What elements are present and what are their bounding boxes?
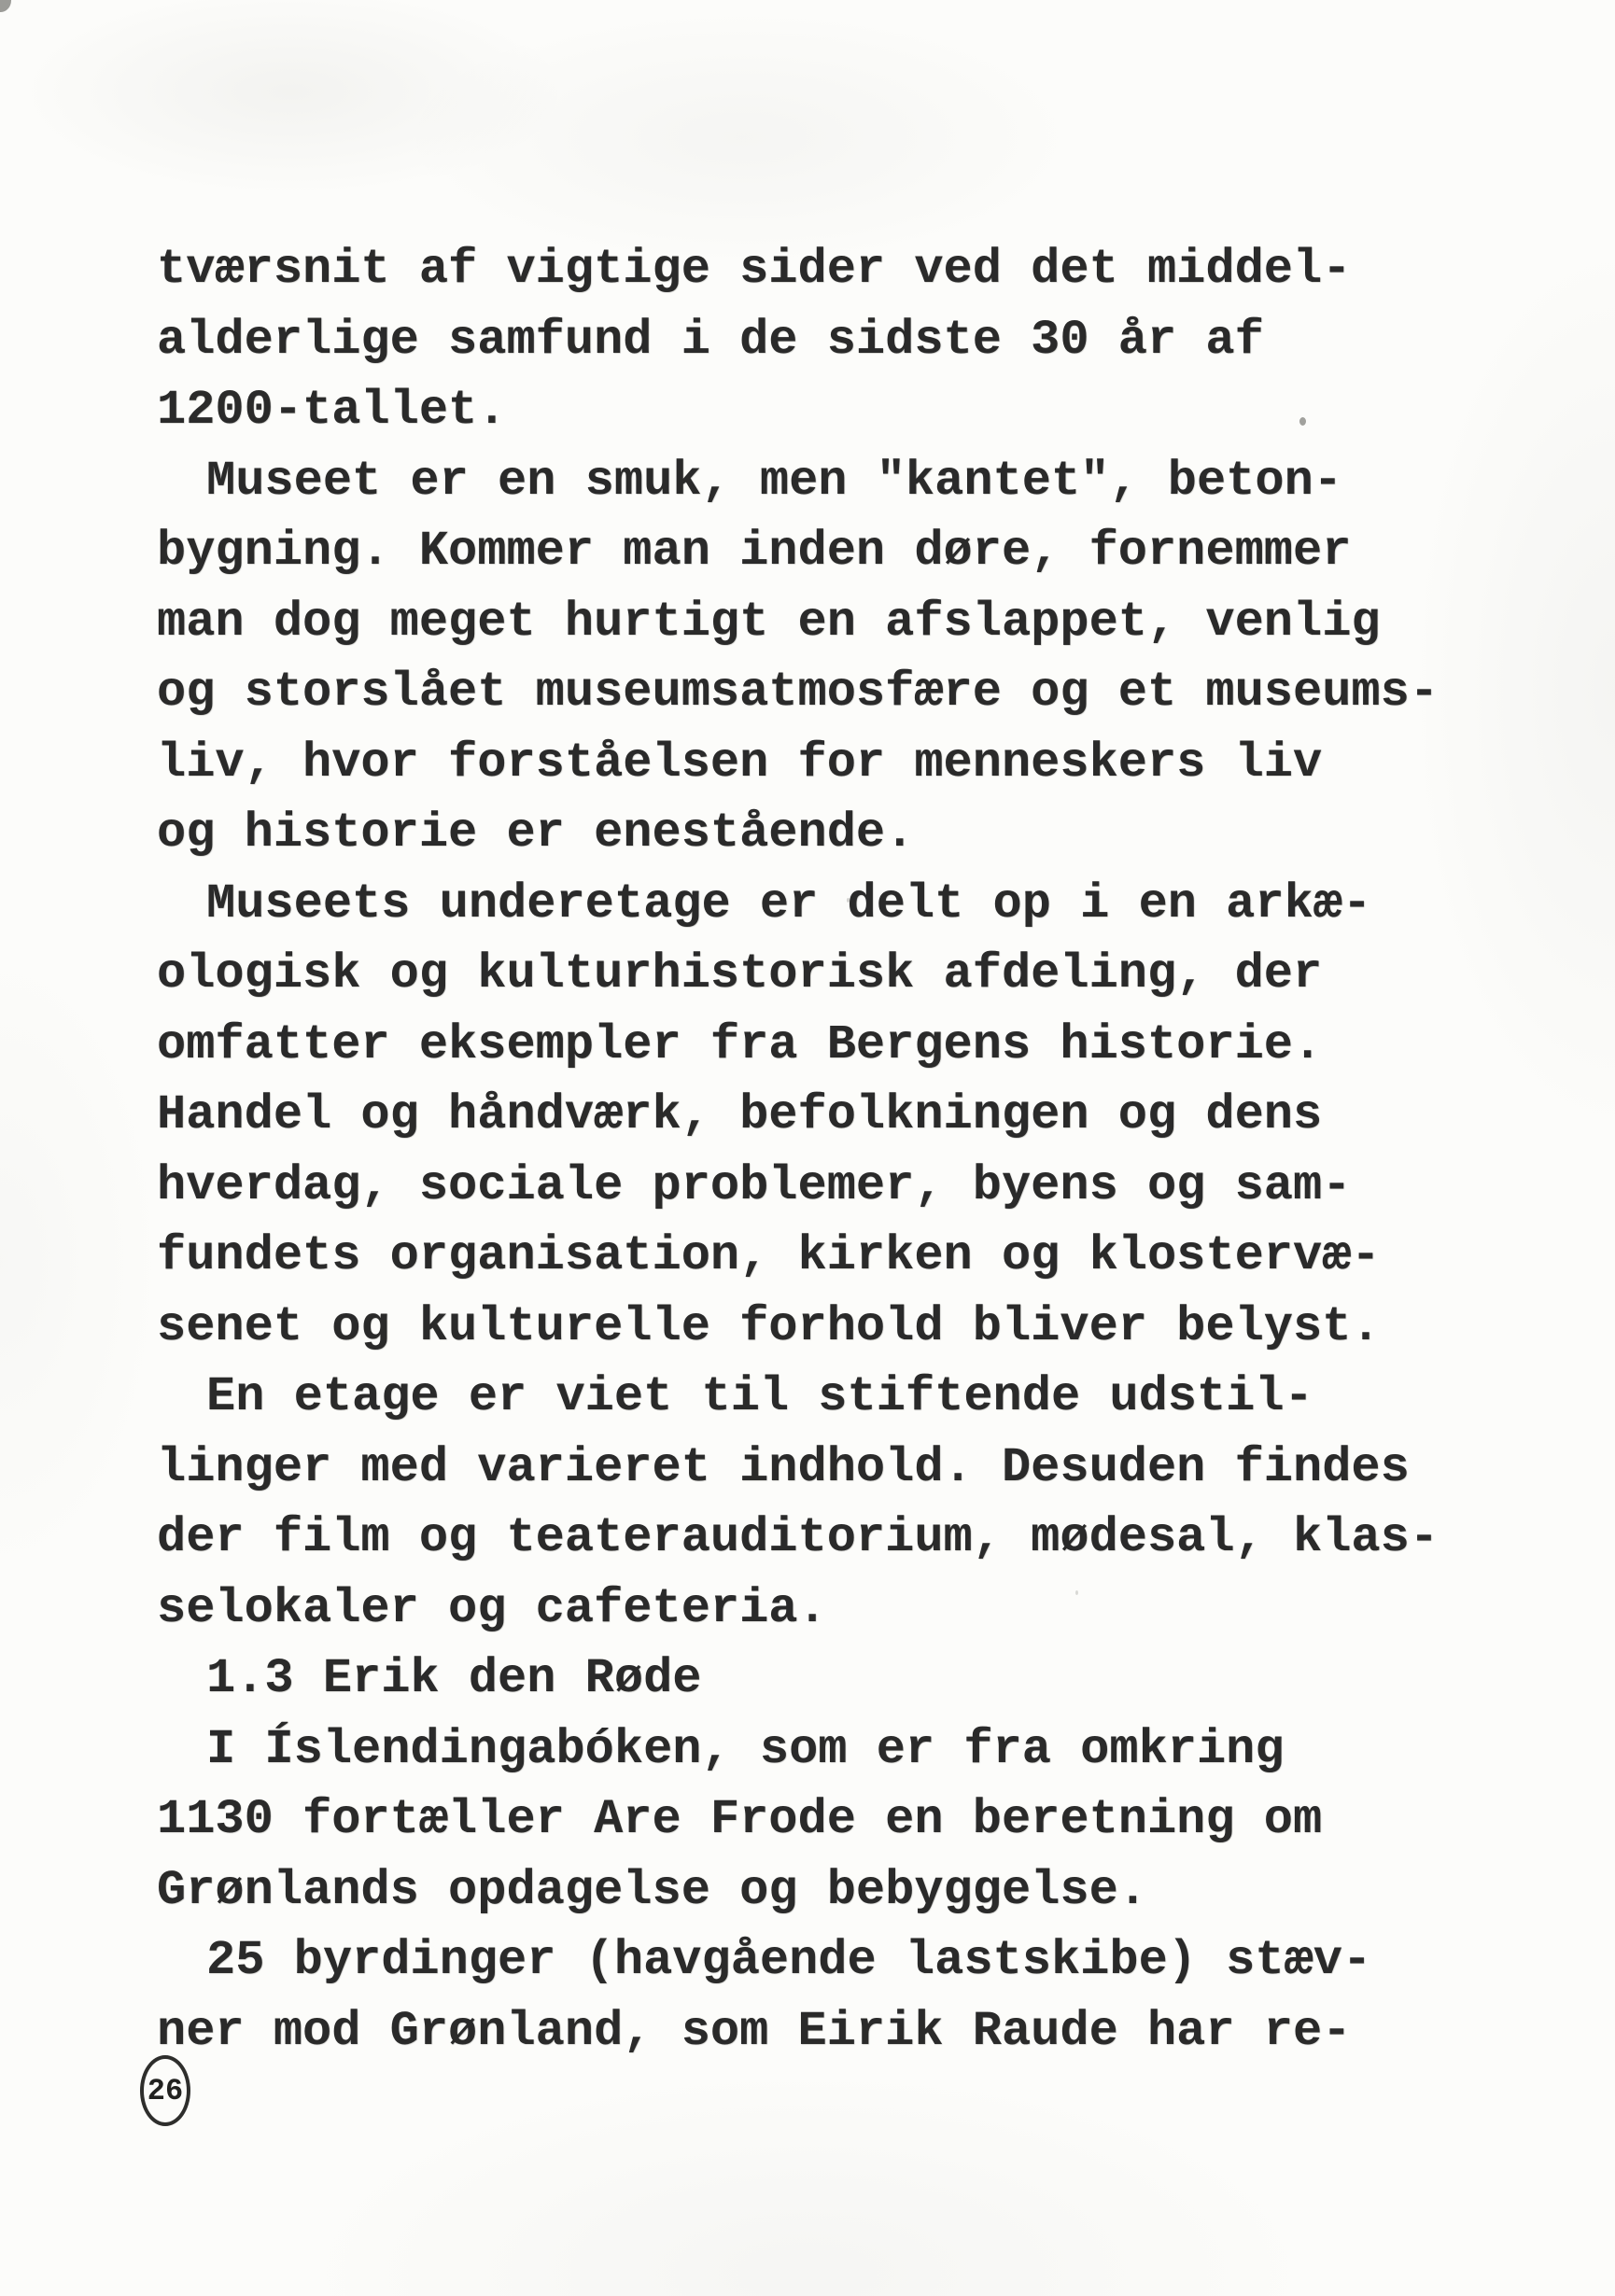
text-line: omfatter eksempler fra Bergens historie.	[157, 1016, 1323, 1072]
text-line: tværsnit af vigtige sider ved det middel-	[157, 242, 1352, 297]
text-line: 1130 fortæller Are Frode en beretning om	[157, 1792, 1323, 1847]
page-number: 26	[147, 2073, 184, 2108]
text-line: 25 byrdinger (havgående lastskibe) stæv-	[206, 1933, 1372, 1988]
typewritten-text-block	[157, 234, 1520, 2066]
text-line: 1200-tallet.	[157, 383, 507, 438]
text-line: ologisk og kulturhistorisk afdeling, der	[157, 946, 1323, 1001]
text-line: Grønlands opdagelse og bebyggelse.	[157, 1862, 1147, 1918]
text-line: En etage er viet til stiftende udstil-	[206, 1369, 1313, 1424]
text-line: liv, hvor forståelsen for menneskers liv	[157, 735, 1323, 791]
scan-corner-artifact	[0, 0, 11, 12]
text-line: alderlige samfund i de sidste 30 år af	[157, 312, 1264, 368]
text-line: Handel og håndværk, befolkningen og dens	[157, 1087, 1323, 1142]
text-line: der film og teaterauditorium, mødesal, klas-	[157, 1510, 1439, 1565]
text-line: ner mod Grønland, som Eirik Raude har re-	[157, 2003, 1352, 2059]
text-line: Museet er en smuk, men "kantet", beton-	[206, 453, 1342, 509]
page-number-badge	[140, 2055, 190, 2126]
text-line: senet og kulturelle forhold bliver belyst.	[157, 1298, 1381, 1354]
text-line: Museets underetage er delt op i en arkæ-	[206, 875, 1372, 931]
text-line: linger med varieret indhold. Desuden findes	[157, 1439, 1410, 1495]
text-line: hverdag, sociale problemer, byens og sam-	[157, 1157, 1352, 1213]
text-line: fundets organisation, kirken og klostervæ-	[157, 1228, 1381, 1283]
text-line: og storslået museumsatmosfære og et museums-	[157, 665, 1439, 720]
text-line: selokaler og cafeteria.	[157, 1580, 827, 1636]
text-line: bygning. Kommer man inden døre, fornemmer	[157, 524, 1352, 579]
text-line: 1.3 Erik den Røde	[206, 1651, 702, 1706]
text-line: I Íslendingabóken, som er fra omkring	[206, 1721, 1285, 1777]
text-line: og historie er enestående.	[157, 805, 915, 861]
text-line: man dog meget hurtigt en afslappet, venlig	[157, 594, 1381, 650]
